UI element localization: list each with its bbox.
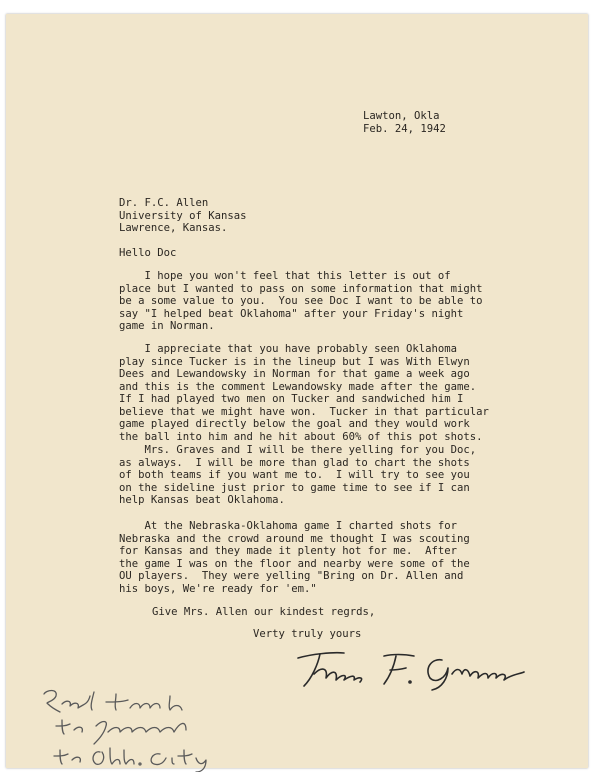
paragraph-4: At the Nebraska-Oklahoma game I charted shots for Nebraska and the crowd around me thought I was scouting for Kansas and they made it plenty hot for me. After the game I was on the floor and nearby were some of the OU players. They were yelling "Bring on Dr. Allen and his boys, We're ready for 'em.": [119, 520, 470, 595]
paragraph-3: Mrs. Graves and I will be there yelling for you Doc, as always. I will be more than glad to chart the shots of both teams if you want me to. I will try to see you on the sideline just prior to game time to see if I can help Kansas beat Oklahoma.: [119, 444, 477, 506]
recipient-org: University of Kansas: [119, 209, 247, 222]
letter-page: [6, 14, 588, 768]
paragraph-1: I hope you won't feel that this letter is out of place but I wanted to pass on some information that might be a some value to you. You see Doc I want to be able to say "I helped beat Oklahoma" after your Friday's night game in Norman.: [119, 270, 483, 332]
letter-date: Feb. 24, 1942: [363, 122, 446, 135]
date-block: [363, 110, 446, 135]
place: Lawton, Okla: [363, 110, 440, 122]
handwritten-signature: [292, 644, 552, 694]
recipient-city: Lawrence, Kansas.: [119, 222, 228, 234]
paragraph-2: I appreciate that you have probably seen Oklahoma play since Tucker is in the lineup but I was With Elwyn Dees and Lewandowsky in Norman for that game a week ago and this is the comment Lewandowsky made after the game. If I had played two men on Tucker and sandwiched him I believe that we might have won. Tucker in that particular game played directly below the goal and they would work the ball into him and he hit about 60% of this pot shots.: [119, 343, 489, 443]
greeting: Hello Doc: [119, 247, 177, 259]
recipient-name: Dr. F.C. Allen: [119, 197, 209, 209]
closing-line: Give Mrs. Allen our kindest regrds,: [152, 606, 376, 618]
recipient-address: [119, 197, 247, 235]
valediction: Verty truly yours: [253, 628, 362, 640]
handwritten-margin-note: [36, 682, 246, 772]
